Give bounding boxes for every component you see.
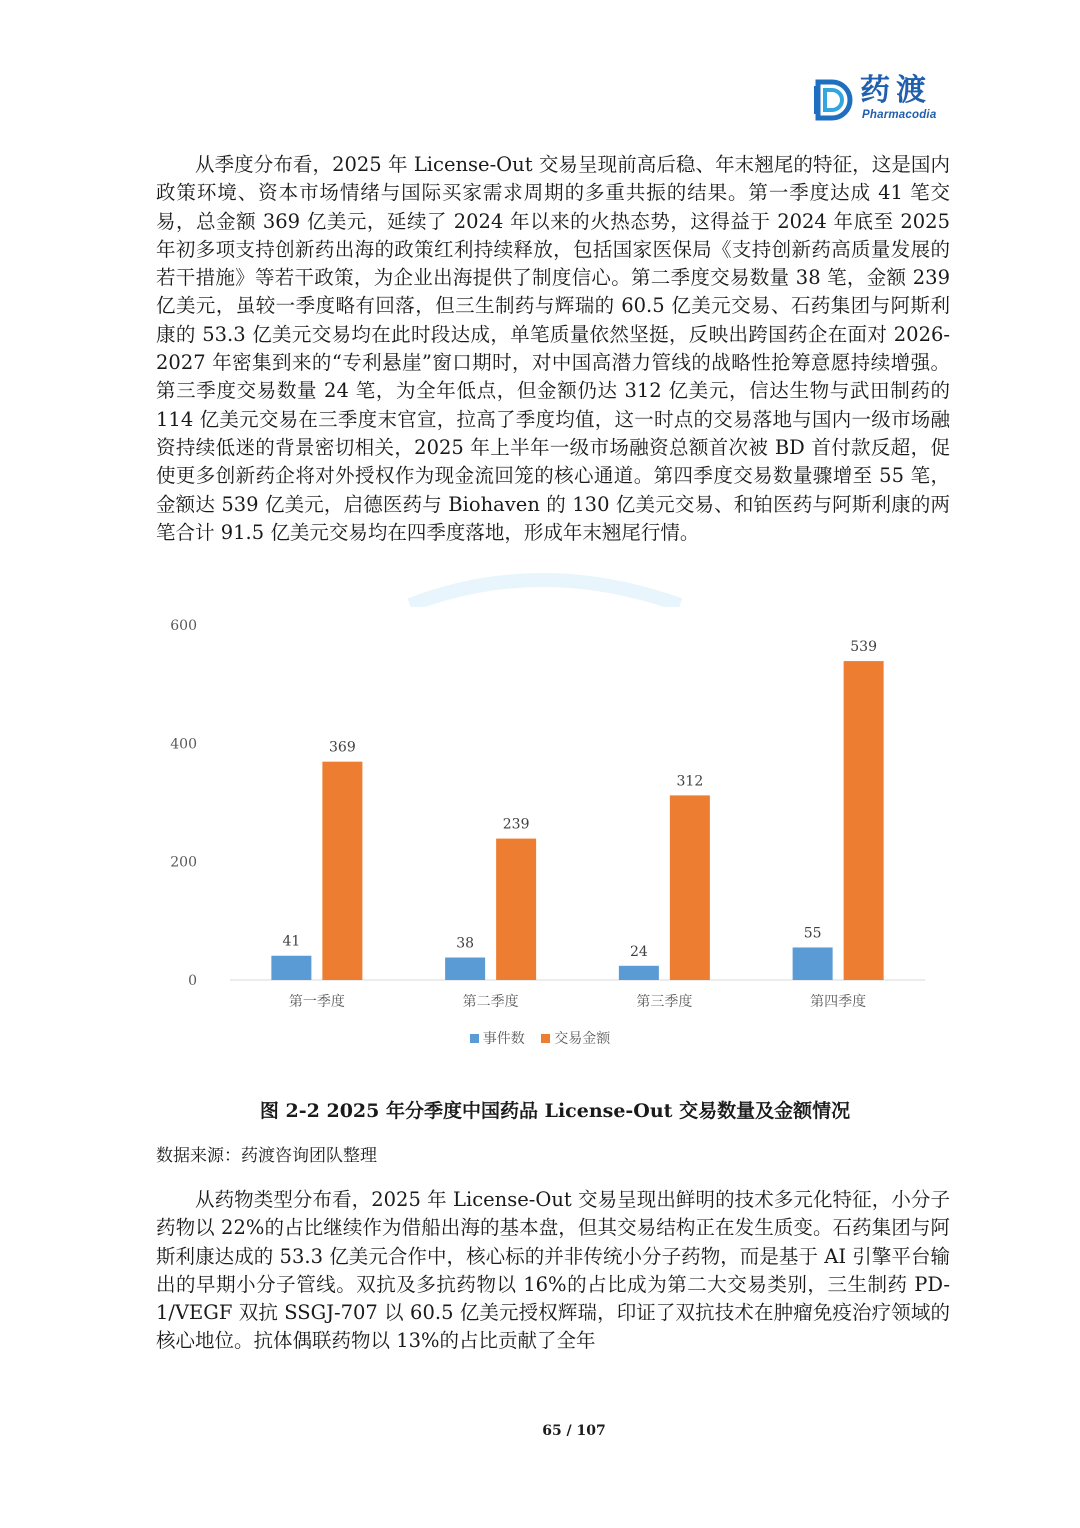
data-label-events-q2: 38	[456, 935, 475, 952]
data-label-amount-q2: 239	[502, 816, 530, 833]
paragraph-drug-type-analysis: 从药物类型分布看，2025 年 License-Out 交易呈现出鲜明的技术多元化特征，小分子药物以 22%的占比继续作为借船出海的基本盘，但其交易结构正在发生质变。石药集团与阿斯利康达成的 53.3 亿美元合作中，核心标的并非传统小分子药物，而是基于 AI 引擎平台输出的早期小分子管线。双抗及多抗药物以 16%的占比成为第二大交易类别，三生制药 PD-1/VEGF 双抗 SSGJ-707 以 60.5 亿美元授权辉瑞，印证了双抗技术在肿瘤免疫治疗领域的核心地位。抗体偶联药物以 13%的占比贡献了全年	[156, 1188, 950, 1353]
data-label-events-q1: 41	[282, 933, 301, 950]
data-label-amount-q1: 369	[329, 739, 356, 756]
logo-english-name: Pharmacodia	[862, 109, 937, 121]
legend-swatch-events	[470, 1034, 479, 1043]
y-tick-label-0: 0	[188, 973, 197, 989]
quarterly-bar-chart	[160, 610, 940, 1020]
bar-events-q4	[793, 947, 833, 980]
legend-item-amount	[541, 1028, 610, 1048]
bar-amount-q4	[844, 661, 884, 980]
legend-label-events: 事件数	[482, 1031, 525, 1047]
data-label-amount-q4: 539	[850, 639, 877, 656]
legend-swatch-amount	[541, 1034, 550, 1043]
y-tick-label-3: 600	[170, 618, 197, 634]
bar-amount-q3	[670, 795, 710, 980]
x-tick-label-q3: 第三季度	[636, 994, 693, 1010]
y-tick-label-1: 200	[170, 854, 197, 871]
logo-chinese-name: 药渡	[860, 73, 932, 108]
bar-events-q2	[445, 958, 485, 980]
data-label-events-q4: 55	[803, 925, 822, 942]
data-source-note: 数据来源：药渡咨询团队整理	[156, 1146, 377, 1166]
data-label-amount-q3: 312	[676, 773, 704, 790]
x-tick-label-q2: 第二季度	[462, 994, 519, 1010]
bar-events-q3	[619, 966, 659, 980]
watermark-swoosh-icon	[400, 565, 690, 607]
data-label-events-q3: 24	[629, 943, 648, 960]
x-tick-label-q4: 第四季度	[810, 994, 867, 1010]
logo-mark-icon	[810, 78, 854, 122]
bar-amount-q1	[322, 762, 362, 980]
pharmacodia-logo	[810, 74, 950, 126]
page-number: 65 / 107	[542, 1423, 606, 1439]
legend-label-amount: 交易金额	[554, 1031, 611, 1047]
chart-legend	[0, 1028, 1080, 1048]
figure-caption: 图 2-2 2025 年分季度中国药品 License-Out 交易数量及金额情况	[259, 1100, 851, 1122]
bar-amount-q2	[496, 839, 536, 980]
y-tick-label-2: 400	[170, 736, 197, 753]
bar-events-q1	[271, 956, 311, 980]
paragraph-quarterly-analysis: 从季度分布看，2025 年 License-Out 交易呈现前高后稳、年末翘尾的特征，这是国内政策环境、资本市场情绪与国际买家需求周期的多重共振的结果。第一季度达成 41 笔交易，总金额 369 亿美元，延续了 2024 年以来的火热态势，这得益于 2024 年底至 2025 年初多项支持创新药出海的政策红利持续释放，包括国家医保局《支持创新药高质量发展的若干措施》等若干政策，为企业出海提供了制度信心。第二季度交易数量 38 笔，金额 239 亿美元，虽较一季度略有回落，但三生制药与辉瑞的 60.5 亿美元交易、石药集团与阿斯利康的 53.3 亿美元交易均在此时段达成，单笔质量依然坚挺，反映出跨国药企在面对 2026-2027 年密集到来的“专利悬崖”窗口期时，对中国高潜力管线的战略性抢筹意愿持续增强。第三季度交易数量 24 笔，为全年低点，但金额仍达 312 亿美元，信达生物与武田制药的 114 亿美元交易在三季度末官宣，拉高了季度均值，这一时点的交易落地与国内一级市场融资持续低迷的背景密切相关，2025 年上半年一级市场融资总额首次被 BD 首付款反超，促使更多创新药企将对外授权作为现金流回笼的核心通道。第四季度交易数量骤增至 55 笔，金额达 539 亿美元，启德医药与 Biohaven 的 130 亿美元交易、和铂医药与阿斯利康的两笔合计 91.5 亿美元交易均在四季度落地，形成年末翘尾行情。	[156, 153, 950, 544]
legend-item-events	[470, 1028, 525, 1048]
x-tick-label-q1: 第一季度	[288, 994, 345, 1010]
